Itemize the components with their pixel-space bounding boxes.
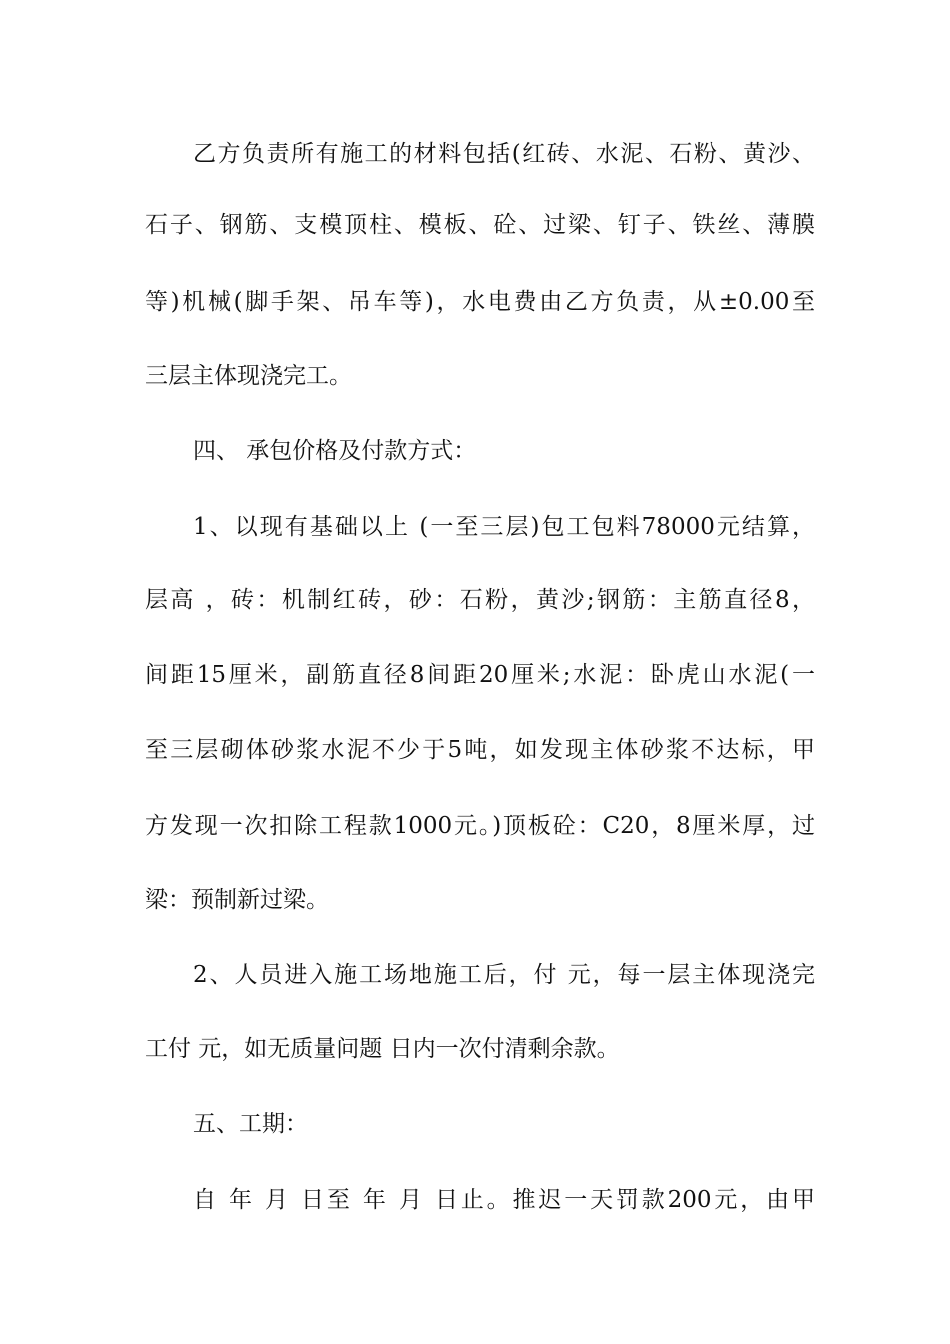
paragraph-line: 1、以现有基础以上 (一至三层)包工包料78000元结算，: [193, 514, 815, 540]
paragraph-line: 至三层砌体砂浆水泥不少于5吨，如发现主体砂浆不达标，甲: [145, 737, 815, 763]
paragraph-line: 等)机械(脚手架、吊车等)，水电费由乙方负责，从±0.00至: [145, 289, 815, 315]
paragraph-line: 2、人员进入施工场地施工后，付 元，每一层主体现浇完: [193, 962, 815, 988]
paragraph-line: 三层主体现浇完工。: [145, 363, 352, 389]
paragraph-line: 间距15厘米，副筋直径8间距20厘米;水泥：卧虎山水泥(一: [145, 662, 815, 688]
paragraph-line: 乙方负责所有施工的材料包括(红砖、水泥、石粉、黄沙、: [193, 141, 815, 167]
section-heading: 四、 承包价格及付款方式：: [193, 438, 477, 464]
paragraph-line: 层高 ，砖：机制红砖，砂：石粉，黄沙;钢筋：主筋直径8，: [145, 587, 815, 613]
section-heading: 五、工期：: [193, 1111, 308, 1137]
paragraph-line: 工付 元，如无质量问题 日内一次付清剩余款。: [145, 1036, 620, 1062]
paragraph-line: 方发现一次扣除工程款1000元。)顶板砼：C20，8厘米厚，过: [145, 813, 815, 839]
paragraph-line: 梁：预制新过梁。: [145, 887, 329, 913]
paragraph-line: 石子、钢筋、支模顶柱、模板、砼、过梁、钉子、铁丝、薄膜: [145, 212, 815, 238]
paragraph-line: 自 年 月 日至 年 月 日止。推迟一天罚款200元，由甲: [193, 1187, 815, 1213]
